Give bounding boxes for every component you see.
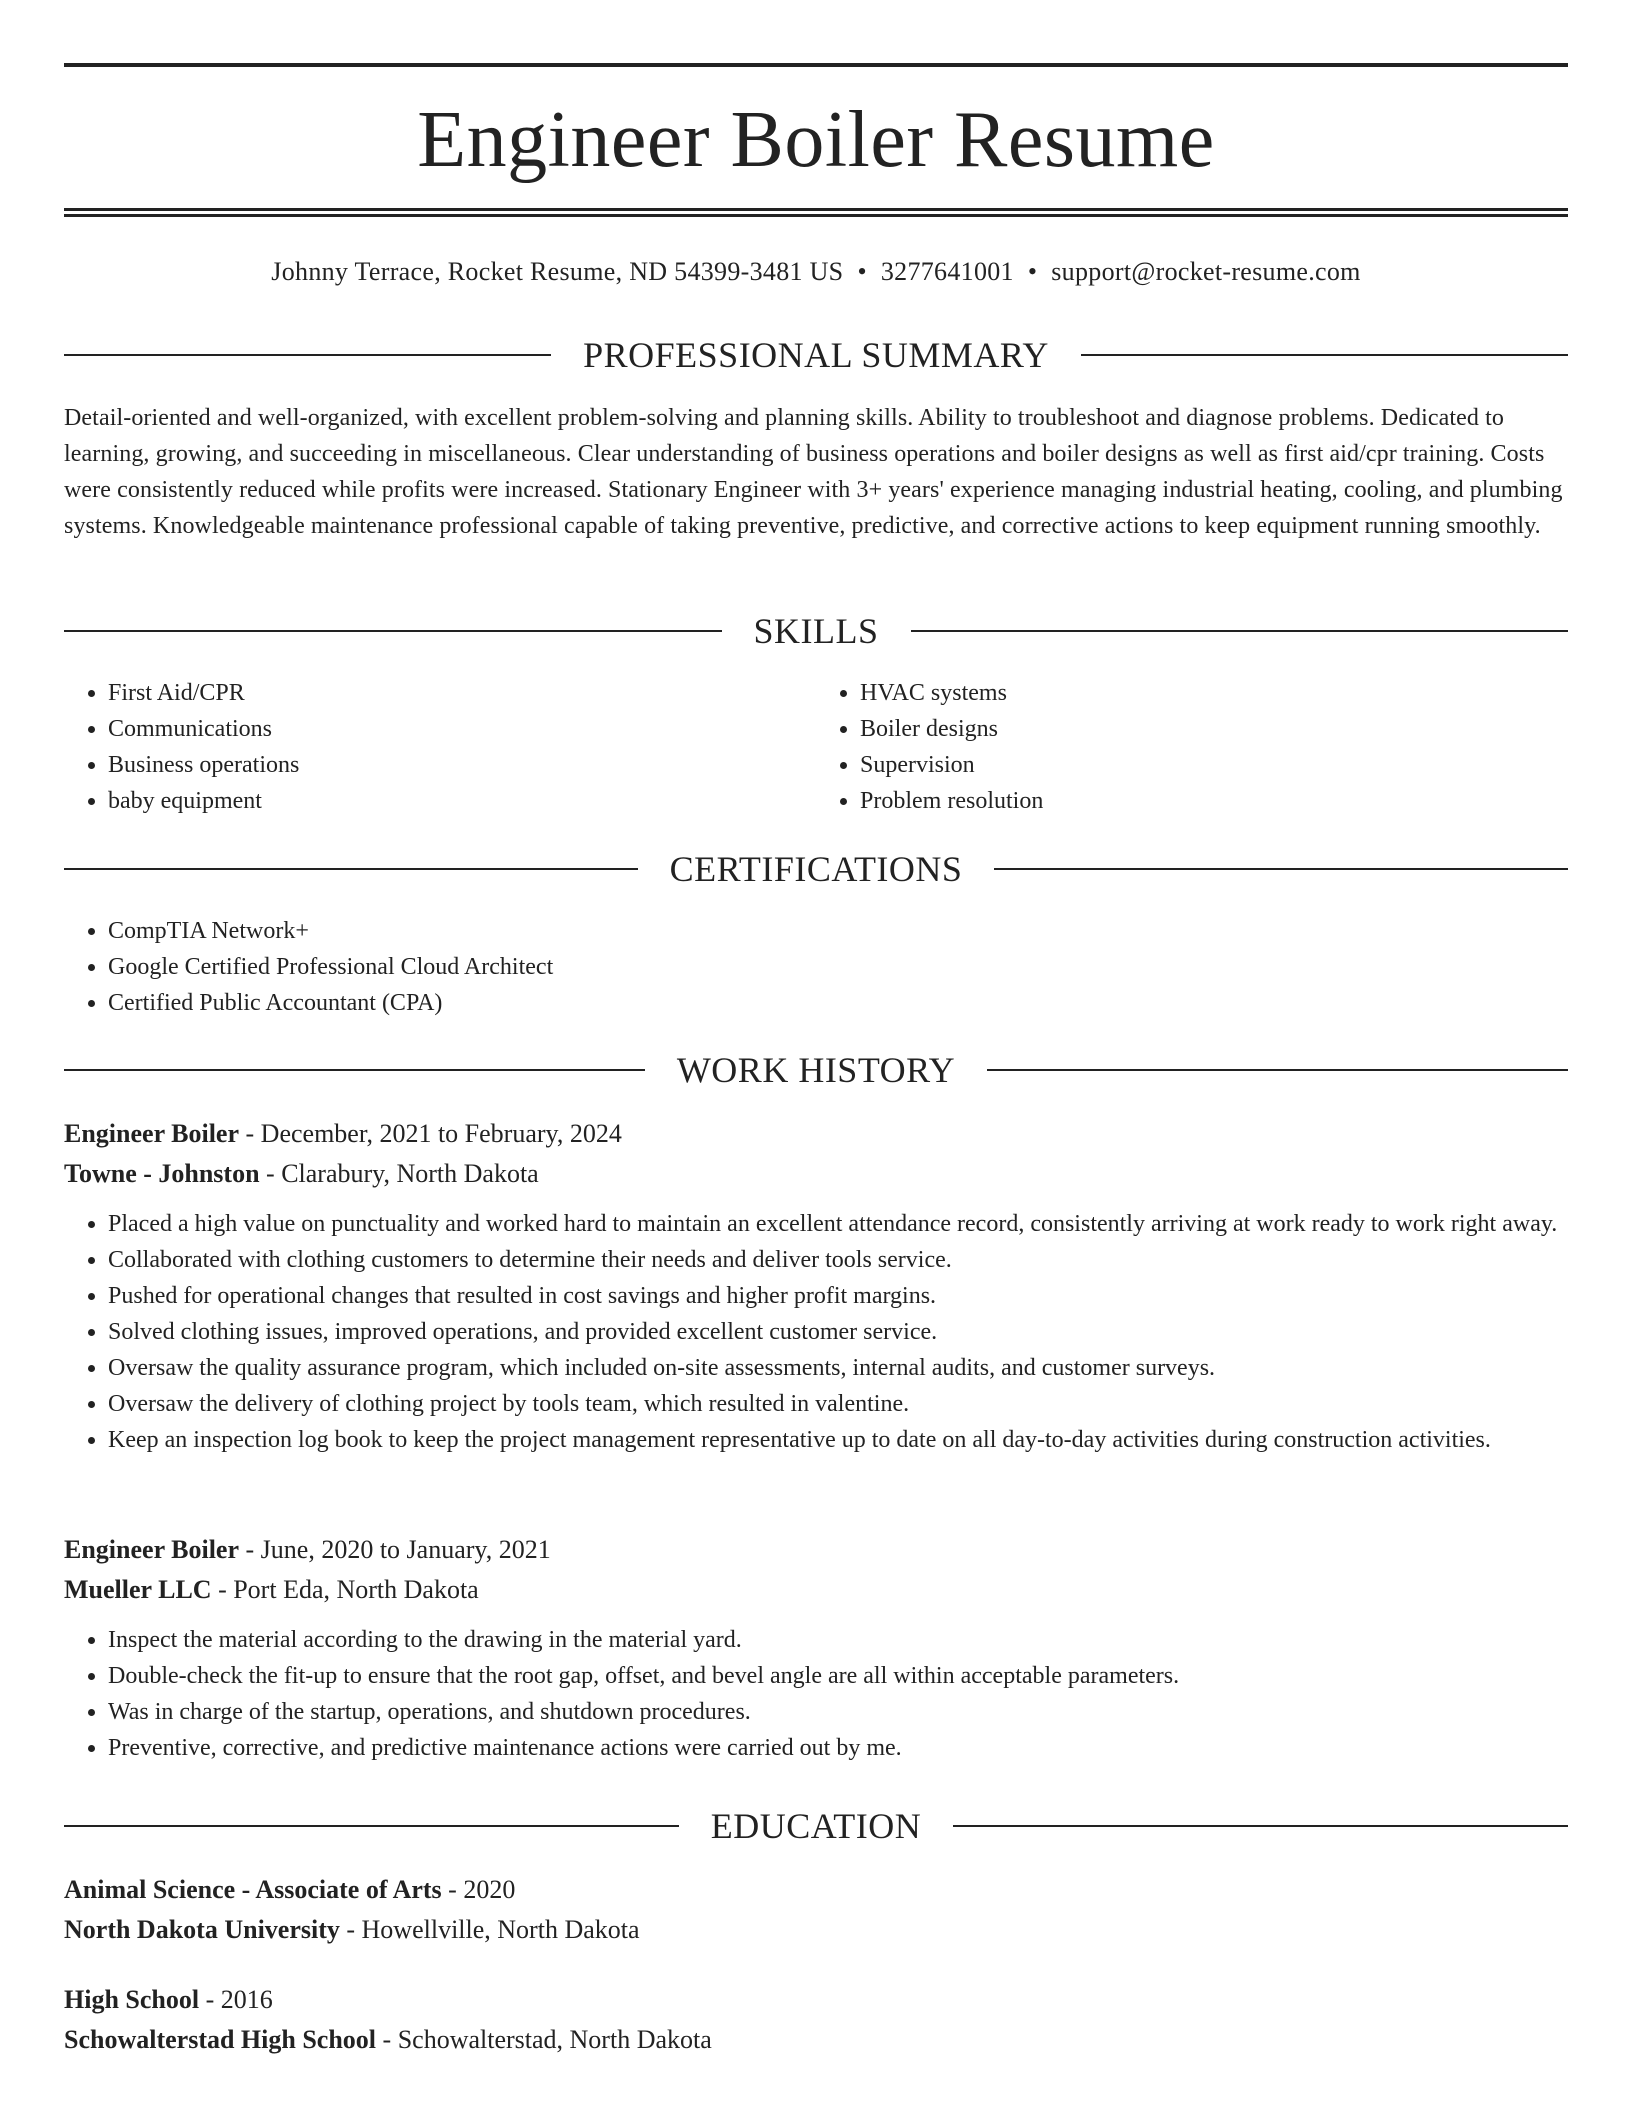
section-rule bbox=[64, 1069, 645, 1071]
job-location: - Clarabury, North Dakota bbox=[259, 1159, 539, 1188]
list-item: • Oversaw the delivery of clothing project by tools team, which resulted in valentine. bbox=[108, 1386, 1568, 1422]
list-item: • Inspect the material according to the drawing in the material yard. bbox=[108, 1622, 1568, 1658]
list-item: • Solved clothing issues, improved operations, and provided excellent customer service. bbox=[108, 1314, 1568, 1350]
section-header-education bbox=[64, 1801, 1568, 1851]
list-item: • HVAC systems bbox=[860, 675, 1568, 711]
list-item: • Certified Public Accountant (CPA) bbox=[108, 985, 1568, 1021]
skills-column-left bbox=[64, 675, 816, 819]
contact-phone: 3277641001 bbox=[880, 257, 1014, 286]
job-role: Engineer Boiler bbox=[64, 1119, 240, 1148]
section-title: SKILLS bbox=[753, 611, 879, 651]
list-item: • Collaborated with clothing customers to determine their needs and deliver tools service. bbox=[108, 1242, 1568, 1278]
education-entry bbox=[64, 1980, 1568, 2060]
list-item: • CompTIA Network+ bbox=[108, 913, 1568, 949]
job-title-line bbox=[64, 1530, 1568, 1570]
contact-line bbox=[64, 254, 1568, 290]
section-rule bbox=[64, 630, 722, 632]
section-header-work bbox=[64, 1045, 1568, 1095]
list-item: • Business operations bbox=[108, 747, 816, 783]
job-dates: - December, 2021 to February, 2024 bbox=[239, 1119, 622, 1148]
top-rule bbox=[64, 63, 1568, 67]
list-item: • Double-check the fit-up to ensure that the root gap, offset, and bevel angle are all within acceptable parameters. bbox=[108, 1658, 1568, 1694]
list-item: • First Aid/CPR bbox=[108, 675, 816, 711]
section-title: WORK HISTORY bbox=[676, 1050, 956, 1090]
list-item: • Oversaw the quality assurance program, which included on-site assessments, internal audits, and customer surveys. bbox=[108, 1350, 1568, 1386]
list-item: • Keep an inspection log book to keep the project management representative up to date on all day-to-day activities during construction activities. bbox=[108, 1422, 1568, 1458]
section-rule bbox=[1081, 354, 1568, 356]
section-rule bbox=[911, 630, 1569, 632]
list-item: • Pushed for operational changes that resulted in cost savings and higher profit margins. bbox=[108, 1278, 1568, 1314]
resume-title: Engineer Boiler Resume bbox=[417, 96, 1215, 184]
education-degree: Animal Science - Associate of Arts bbox=[64, 1875, 442, 1904]
list-item: • Google Certified Professional Cloud Architect bbox=[108, 949, 1568, 985]
certifications-list bbox=[64, 913, 1568, 1021]
section-rule bbox=[994, 868, 1568, 870]
job-duties bbox=[64, 1206, 1568, 1458]
job-role: Engineer Boiler bbox=[64, 1535, 240, 1564]
education-school: North Dakota University bbox=[64, 1915, 340, 1944]
education-degree-line bbox=[64, 1870, 1568, 1910]
job-location: - Port Eda, North Dakota bbox=[211, 1575, 479, 1604]
education-entry bbox=[64, 1870, 1568, 1950]
contact-separator: • bbox=[1027, 257, 1038, 286]
job-company: Towne - Johnston bbox=[64, 1159, 260, 1188]
education-school: Schowalterstad High School bbox=[64, 2025, 377, 2054]
section-rule bbox=[64, 354, 551, 356]
education-year: - 2016 bbox=[199, 1985, 273, 2014]
section-header-skills bbox=[64, 606, 1568, 656]
list-item: • baby equipment bbox=[108, 783, 816, 819]
education-degree: High School bbox=[64, 1985, 200, 2014]
job-entry bbox=[64, 1530, 1568, 1766]
section-header-summary bbox=[64, 330, 1568, 380]
job-company-line bbox=[64, 1570, 1568, 1610]
skills-column-right bbox=[816, 675, 1568, 819]
contact-separator: • bbox=[857, 257, 867, 286]
education-school-line bbox=[64, 2020, 1568, 2060]
list-item: • Preventive, corrective, and predictive maintenance actions were carried out by me. bbox=[108, 1730, 1568, 1766]
section-header-certifications bbox=[64, 844, 1568, 894]
summary-text: Detail-oriented and well-organized, with excellent problem-solving and planning skills. Ability to troubleshoot and diagnose problems. Dedicated to learning, growing, and succeeding in miscellaneous. Clear understanding of business operations and boiler designs as well as first aid/cpr training. Costs were consistently reduced while profits were increased. Stationary Engineer with 3+ years' experience managing industrial heating, cooling, and plumbing systems. Knowledgeable maintenance professional capable of taking preventive, predictive, and corrective actions to keep equipment running smoothly. bbox=[64, 405, 1563, 539]
list-item: • Was in charge of the startup, operations, and shutdown procedures. bbox=[108, 1694, 1568, 1730]
list-item: • Supervision bbox=[860, 747, 1568, 783]
section-title: CERTIFICATIONS bbox=[669, 849, 963, 889]
list-item: • Boiler designs bbox=[860, 711, 1568, 747]
contact-address: Johnny Terrace, Rocket Resume, ND 54399-3481 US bbox=[271, 257, 844, 286]
skills-list bbox=[64, 675, 1568, 819]
job-entry bbox=[64, 1114, 1568, 1458]
education-location: - Schowalterstad, North Dakota bbox=[376, 2025, 712, 2054]
list-item: • Problem resolution bbox=[860, 783, 1568, 819]
education-year: - 2020 bbox=[441, 1875, 516, 1904]
section-rule bbox=[64, 868, 638, 870]
list-item: • Placed a high value on punctuality and worked hard to maintain an excellent attendance record, consistently arriving at work ready to work right away. bbox=[108, 1206, 1568, 1242]
education-location: - Howellville, North Dakota bbox=[339, 1915, 640, 1944]
job-company: Mueller LLC bbox=[64, 1575, 212, 1604]
job-title-line bbox=[64, 1114, 1568, 1154]
job-company-line bbox=[64, 1154, 1568, 1194]
list-item: • Communications bbox=[108, 711, 816, 747]
education-degree-line bbox=[64, 1980, 1568, 2020]
section-rule bbox=[987, 1069, 1568, 1071]
section-title: EDUCATION bbox=[710, 1806, 922, 1846]
contact-email: support@rocket-resume.com bbox=[1051, 257, 1361, 286]
section-title: PROFESSIONAL SUMMARY bbox=[583, 335, 1049, 375]
education-school-line bbox=[64, 1910, 1568, 1950]
section-rule bbox=[64, 1825, 679, 1827]
section-rule bbox=[953, 1825, 1568, 1827]
job-dates: - June, 2020 to January, 2021 bbox=[239, 1535, 551, 1564]
title-double-rule bbox=[64, 208, 1568, 217]
job-duties bbox=[64, 1622, 1568, 1766]
certifications-bullets bbox=[64, 913, 1568, 1021]
